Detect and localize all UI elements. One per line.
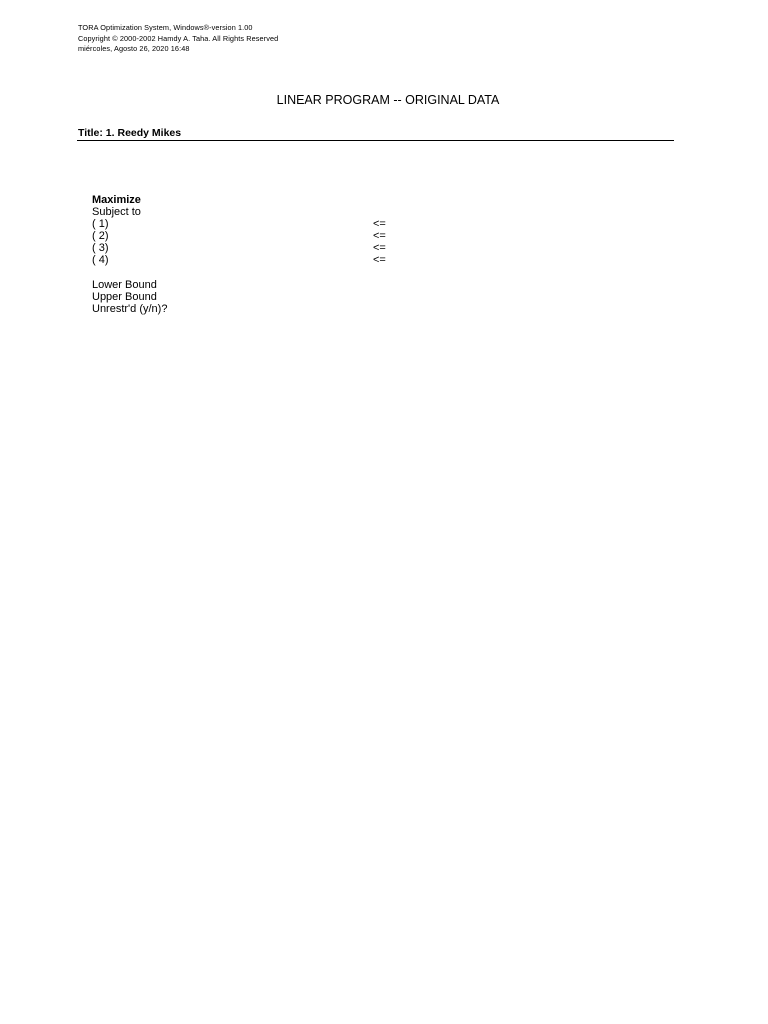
constraint-label: ( 4) bbox=[92, 254, 109, 266]
copyright-line: Copyright © 2000-2002 Hamdy A. Taha. All Rights Reserved bbox=[78, 33, 279, 43]
date-line: miércoles, Agosto 26, 2020 16:48 bbox=[78, 44, 190, 53]
software-line: TORA Optimization System, Windows®-version 1.00 bbox=[78, 23, 253, 32]
title-divider bbox=[77, 140, 674, 141]
report-title: LINEAR PROGRAM -- ORIGINAL DATA bbox=[276, 93, 500, 107]
constraint-label: ( 3) bbox=[92, 242, 109, 254]
constraint-label: ( 2) bbox=[92, 230, 109, 242]
objective-label: Maximize bbox=[92, 194, 141, 206]
lower-bound-label: Lower Bound bbox=[92, 279, 157, 291]
report-header bbox=[78, 23, 278, 55]
constraint-label: ( 1) bbox=[92, 218, 109, 230]
subject-to-label: Subject to bbox=[92, 206, 141, 218]
upper-bound-label: Upper Bound bbox=[92, 291, 157, 303]
constraint-relation: <= bbox=[373, 242, 386, 254]
problem-title: Title: 1. Reedy Mikes bbox=[78, 127, 182, 139]
constraint-relation: <= bbox=[373, 218, 386, 230]
unrestricted-label: Unrestr'd (y/n)? bbox=[92, 303, 168, 315]
constraint-relation: <= bbox=[373, 230, 386, 242]
constraint-relation: <= bbox=[373, 254, 386, 266]
